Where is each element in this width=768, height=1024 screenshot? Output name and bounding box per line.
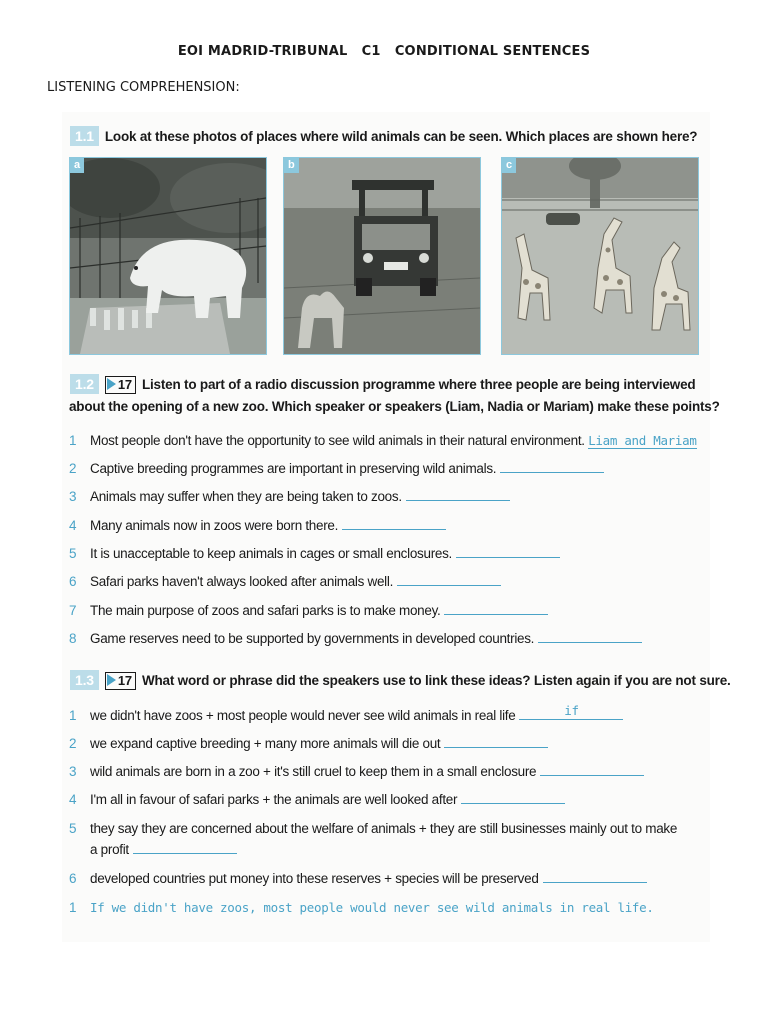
answer-blank[interactable] [133,841,237,854]
document-title: EOI MADRID-TRIBUNAL C1 CONDITIONAL SENTENCES [177,44,591,59]
list-item: 3 Animals may suffer when they are being taken to zoos. [69,487,510,507]
photo-label-c: c [502,158,516,173]
exercise-instruction-line1: Listen to part of a radio discussion programme where three people are being interviewed [141,377,696,392]
answer-blank[interactable] [538,630,642,643]
exercise-number: 1.1 [70,126,99,146]
exercise-instruction: Look at these photos of places where wild animals can be seen. Which places are shown here? [104,129,698,144]
answer-blank[interactable] [500,460,604,473]
exercise-number: 1.3 [70,670,99,690]
audio-track-badge[interactable] [105,376,136,394]
answer-blank[interactable] [406,488,510,501]
exercise-1-1-heading [70,126,697,147]
answer-blank[interactable] [342,517,446,530]
list-item: 7 The main purpose of zoos and safari parks is to make money. [69,601,548,621]
list-item: 4 I'm all in favour of safari parks + the animals are well looked after [69,790,565,810]
list-item: 4 Many animals now in zoos were born there. [69,516,446,536]
list-item: 2 Captive breeding programmes are important in preserving wild animals. [69,459,604,479]
track-number: 17 [117,673,132,688]
photo-label-b: b [284,158,299,173]
exercise-1-2-heading-line2: about the opening of a new zoo. Which speaker or speakers (Liam, Nadia or Mariam) make these points? [69,399,720,414]
audio-track-badge[interactable] [105,672,136,690]
answer-blank[interactable] [519,703,623,720]
giraffes-illustration [502,158,698,354]
exercise-instruction: What word or phrase did the speakers use to link these ideas? Listen again if you are not sure. [141,673,731,688]
photo-safari-jeep [283,157,481,355]
photo-giraffes [501,157,699,355]
handwritten-answer: if [564,703,579,718]
play-icon [107,674,116,686]
list-item: 2 we expand captive breeding + many more animals will die out [69,734,548,754]
exercise-1-2-heading [70,374,695,395]
list-item: 5 It is unacceptable to keep animals in cages or small enclosures. [69,544,560,564]
answer-blank[interactable] [444,735,548,748]
answer-blank[interactable] [397,573,501,586]
list-item: 6 Safari parks haven't always looked after animals well. [69,572,501,592]
photo-polar-bear [69,157,267,355]
safari-jeep-illustration [284,158,480,354]
track-number: 17 [117,377,132,392]
list-item-continuation: a profit [90,840,237,860]
answer-blank[interactable] [461,791,565,804]
list-item: 8 Game reserves need to be supported by governments in developed countries. [69,629,642,649]
list-item: 1 Most people don't have the opportunity to see wild animals in their natural environment. Liam and Mariam [69,433,697,448]
list-item: 6 developed countries put money into these reserves + species will be preserved [69,869,647,889]
handwritten-example-sentence: 1 If we didn't have zoos, most people would never see wild animals in real life. [69,900,654,915]
list-item: 1 we didn't have zoos + most people would never see wild animals in real life if [69,706,623,726]
answer-blank[interactable] [540,763,644,776]
handwritten-answer: Liam and Mariam [588,433,697,448]
play-icon [107,378,116,390]
answer-blank[interactable] [456,545,560,558]
answer-blank[interactable] [444,602,548,615]
list-item: 3 wild animals are born in a zoo + it's still cruel to keep them in a small enclosure [69,762,644,782]
exercise-1-3-heading [70,670,731,691]
list-item: 5 they say they are concerned about the welfare of animals + they are still businesses mainly out to make [69,821,678,836]
answer-blank[interactable] [543,870,647,883]
polar-bear-illustration [70,158,266,354]
section-label: LISTENING COMPREHENSION: [47,80,240,95]
exercise-number: 1.2 [70,374,99,394]
photo-label-a: a [70,158,84,173]
